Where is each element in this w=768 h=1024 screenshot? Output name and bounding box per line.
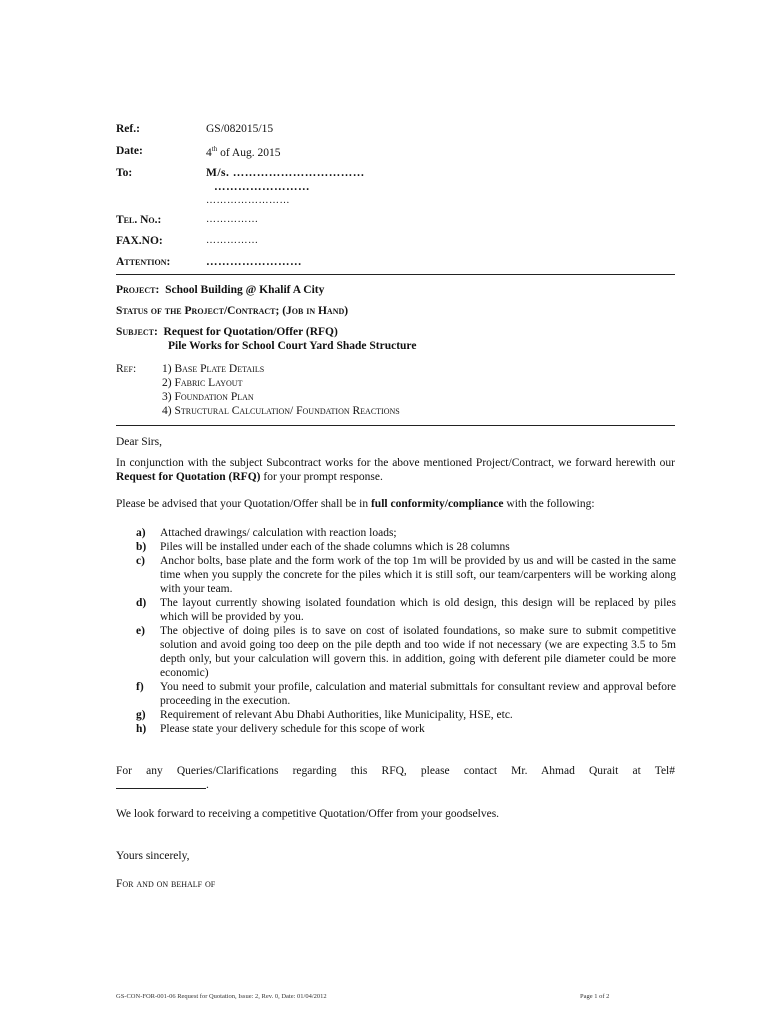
para1-bold: Request for Quotation (RFQ) <box>116 471 261 483</box>
item-text: Piles will be installed under each of the shade columns which is 28 columns <box>160 541 510 553</box>
tel-value: …………… <box>206 214 259 225</box>
divider-refs <box>116 425 675 426</box>
item-text: The objective of doing piles is to save on cost of isolated foundations, so make sure to submit competitive solution and avoid going too deep on the pile depth and too wide if not necessary (we are expecting 3.5 to 5m depth only, but your calculation will govern this. in addition, going with deferent pile diameter could be more economic) <box>160 625 676 679</box>
date-value <box>206 145 280 159</box>
tel-blank-line <box>116 788 206 789</box>
item-key: g) <box>136 709 146 721</box>
ref-item: 1) Base Plate Details <box>162 363 265 375</box>
ref-label: Ref.: <box>116 123 140 135</box>
status-line: Status of the Project/Contract; (Job in Hand) <box>116 305 349 317</box>
refs-list <box>162 362 400 418</box>
item-text: Requirement of relevant Abu Dhabi Authorities, like Municipality, HSE, etc. <box>160 709 513 721</box>
date-ordinal: th <box>211 145 218 153</box>
list-item <box>136 540 676 554</box>
salutation: Dear Sirs, <box>116 436 162 448</box>
ref-item: 3) Foundation Plan <box>162 391 254 403</box>
closing: Yours sincerely, <box>116 850 190 862</box>
queries-paragraph: For any Queries/Clarifications regarding this RFQ, please contact Mr. Ahmad Qurait at Tel# <box>116 765 675 777</box>
item-key: c) <box>136 555 145 567</box>
divider-top <box>116 274 675 275</box>
paragraph-intro <box>116 456 675 484</box>
item-text: You need to submit your profile, calculation and material submittals for consultant review and approval before proceeding in the execution. <box>160 681 676 707</box>
ref-item: 2) Fabric Layout <box>162 377 243 389</box>
to-value: M/s. …………………………… <box>206 167 365 179</box>
tel-label: Tel. No.: <box>116 214 162 226</box>
item-key: b) <box>136 541 147 553</box>
fax-label: FAX.NO: <box>116 235 163 247</box>
item-key: e) <box>136 625 145 637</box>
para1-text: In conjunction with the subject Subcontract works for the above mentioned Project/Contract, we forward herewith our <box>116 457 675 469</box>
attention-value: …………………… <box>206 256 302 268</box>
item-key: d) <box>136 597 147 609</box>
item-text: Please state your delivery schedule for this scope of work <box>160 723 425 735</box>
subject-line <box>116 325 338 339</box>
queries-tail: . <box>206 779 209 791</box>
item-text: Anchor bolts, base plate and the form work of the top 1m will be provided by us and will be casted in the same time when you supply the concrete for the piles which it is still soft, our team/carpenters will be working along with your team. <box>160 555 676 595</box>
to-line3: …………………… <box>206 195 290 206</box>
project-label: Project: <box>116 284 160 296</box>
item-key: a) <box>136 527 146 539</box>
item-text: The layout currently showing isolated foundation which is old design, this design will be replaced by piles which will be provided by you. <box>160 597 676 623</box>
footer-page-number: Page 1 of 2 <box>580 993 610 1000</box>
paragraph-conformity <box>116 497 675 511</box>
subject-label: Subject: <box>116 326 158 338</box>
date-rest: of Aug. 2015 <box>217 146 281 159</box>
item-key: h) <box>136 723 147 735</box>
list-item <box>136 554 676 596</box>
fax-value: …………… <box>206 235 259 246</box>
item-key: f) <box>136 681 144 693</box>
date-day: 4 <box>206 146 212 159</box>
item-text: Attached drawings/ calculation with reaction loads; <box>160 527 397 539</box>
project-value: School Building @ Khalif A City <box>165 284 325 296</box>
ref-value: GS/082015/15 <box>206 123 274 135</box>
project-line <box>116 283 324 297</box>
para2-bold: full conformity/compliance <box>370 498 504 510</box>
ref-item: 4) Structural Calculation/ Foundation Reactions <box>162 405 400 417</box>
para1-tail: for your prompt response. <box>260 471 383 483</box>
requirements-list <box>136 526 676 736</box>
list-item <box>136 526 676 540</box>
list-item <box>136 708 676 722</box>
to-line2: …………………… <box>214 181 310 193</box>
to-label: To: <box>116 167 133 179</box>
list-item <box>136 624 676 680</box>
subject-line1: Request for Quotation/Offer (RFQ) <box>163 326 338 338</box>
look-forward: We look forward to receiving a competitive Quotation/Offer from your goodselves. <box>116 808 500 820</box>
list-item <box>136 596 676 624</box>
date-label: Date: <box>116 145 143 157</box>
list-item <box>136 722 676 736</box>
subject-line2: Pile Works for School Court Yard Shade Structure <box>168 340 417 352</box>
para2-tail: with the following: <box>503 498 595 510</box>
attention-label: Attention: <box>116 256 171 268</box>
behalf-line: For and on behalf of <box>116 878 216 890</box>
refs-label: Ref: <box>116 363 137 375</box>
footer-form-ref: GS-CON-FOR-001-06 Request for Quotation, Issue: 2, Rev. 0, Date: 01/04/2012 <box>116 993 327 1000</box>
list-item <box>136 680 676 708</box>
para2-text: Please be advised that your Quotation/Offer shall be in <box>116 498 371 510</box>
